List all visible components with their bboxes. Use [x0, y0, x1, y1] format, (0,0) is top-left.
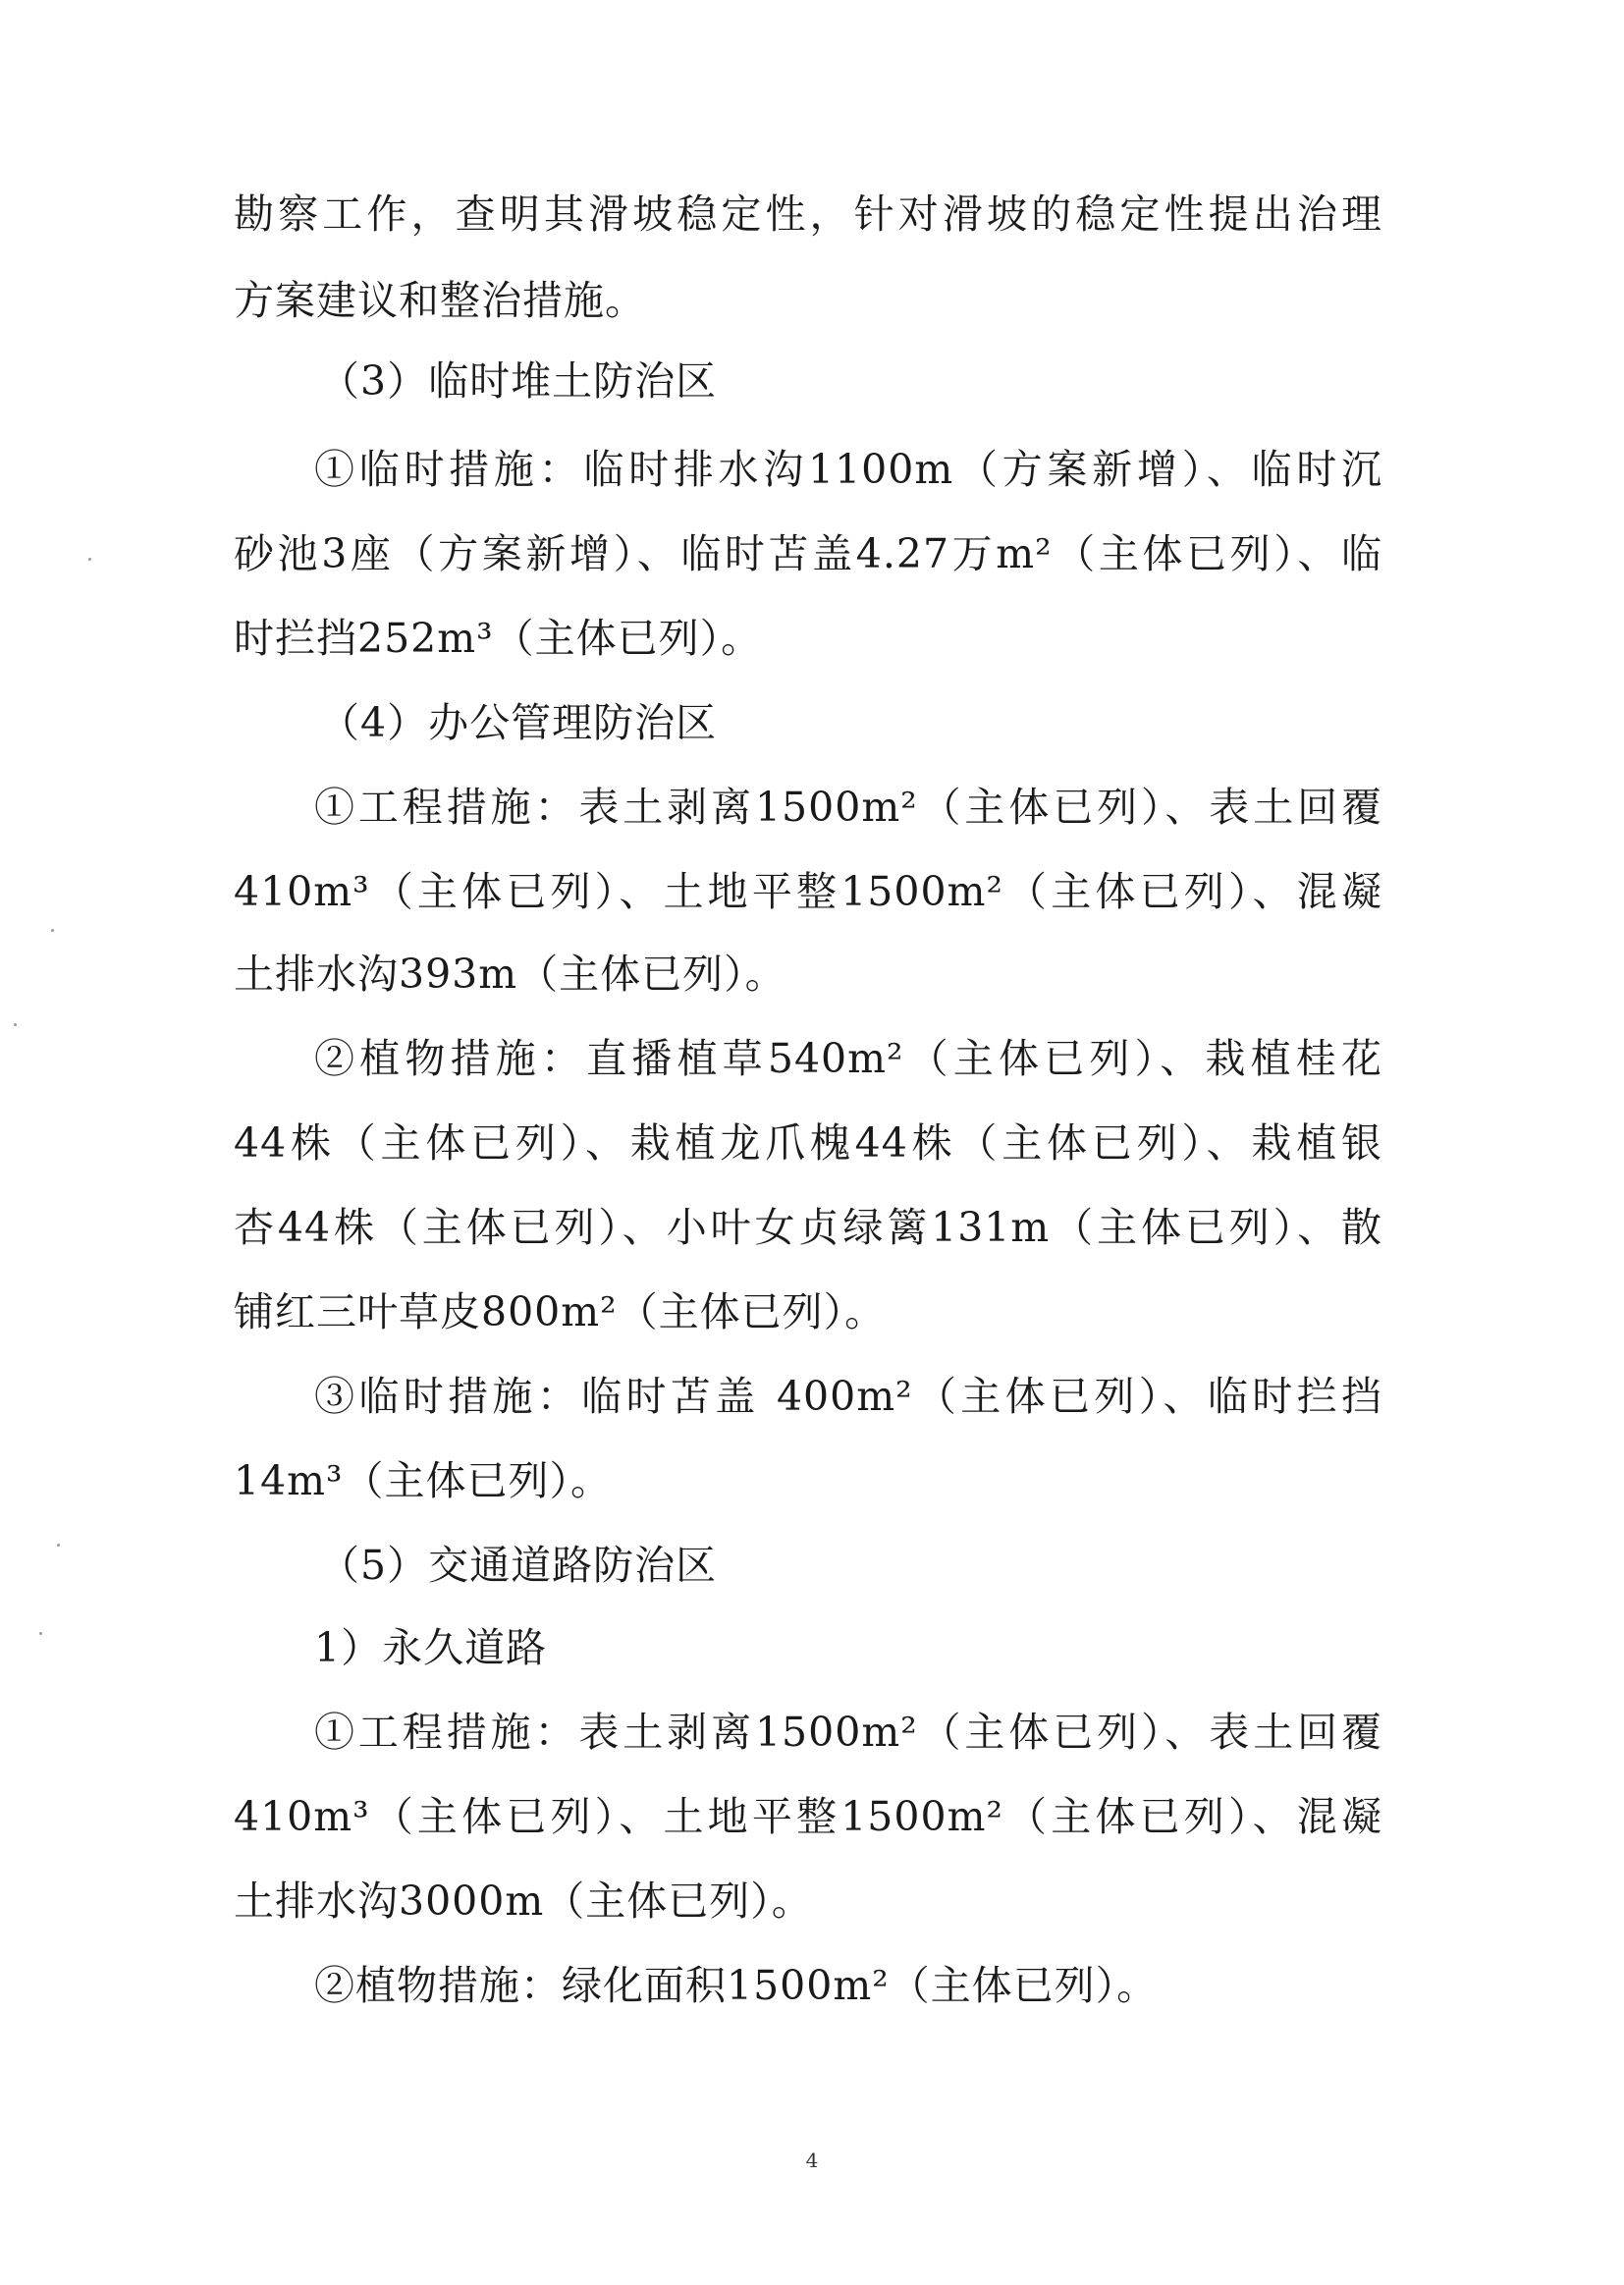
scan-speck	[14, 1023, 17, 1026]
paragraph-line: ②植物措施：直播植草540m²（主体已列）、栽植桂花	[314, 1035, 1382, 1082]
paragraph-line: 铺红三叶草皮800m²（主体已列）。	[234, 1288, 887, 1335]
page-number: 4	[805, 2149, 819, 2172]
paragraph-line: ①工程措施：表土剥离1500m²（主体已列）、表土回覆	[314, 1709, 1382, 1756]
section-heading: （3）临时堆土防治区	[319, 357, 718, 405]
paragraph-line: 410m³（主体已列）、土地平整1500m²（主体已列）、混凝	[234, 1793, 1382, 1840]
paragraph-line: 勘察工作，查明其滑坡稳定性，针对滑坡的稳定性提出治理	[234, 190, 1382, 238]
scan-speck	[39, 1632, 42, 1635]
paragraph-line: 土排水沟3000m（主体已列）。	[234, 1877, 813, 1925]
section-heading: （4）办公管理防治区	[319, 699, 718, 746]
paragraph-line: 砂池3座（方案新增）、临时苫盖4.27万m²（主体已列）、临	[234, 530, 1382, 577]
paragraph-line: 方案建议和整治措施。	[234, 277, 646, 324]
scan-speck	[57, 1544, 60, 1547]
subsection-heading: 1）永久道路	[314, 1624, 548, 1671]
paragraph-line: ①工程措施：表土剥离1500m²（主体已列）、表土回覆	[314, 784, 1382, 831]
paragraph-line: 44株（主体已列）、栽植龙爪槐44株（主体已列）、栽植银	[234, 1119, 1382, 1167]
paragraph-line: 14m³（主体已列）。	[234, 1457, 612, 1504]
paragraph-line: 杏44株（主体已列）、小叶女贞绿篱131m（主体已列）、散	[234, 1204, 1382, 1251]
paragraph-line: ③临时措施：临时苫盖 400m²（主体已列）、临时拦挡	[314, 1373, 1382, 1420]
paragraph-line: 土排水沟393m（主体已列）。	[234, 951, 786, 998]
paragraph-line: 时拦挡252m³（主体已列）。	[234, 615, 763, 662]
section-heading: （5）交通道路防治区	[319, 1542, 718, 1589]
scan-speck	[51, 929, 54, 932]
paragraph-line: ②植物措施：绿化面积1500m²（主体已列）。	[314, 1962, 1159, 2009]
scan-speck	[88, 558, 91, 561]
paragraph-line: 410m³（主体已列）、土地平整1500m²（主体已列）、混凝	[234, 868, 1382, 915]
paragraph-line: ①临时措施：临时排水沟1100m（方案新增）、临时沉	[314, 446, 1382, 493]
